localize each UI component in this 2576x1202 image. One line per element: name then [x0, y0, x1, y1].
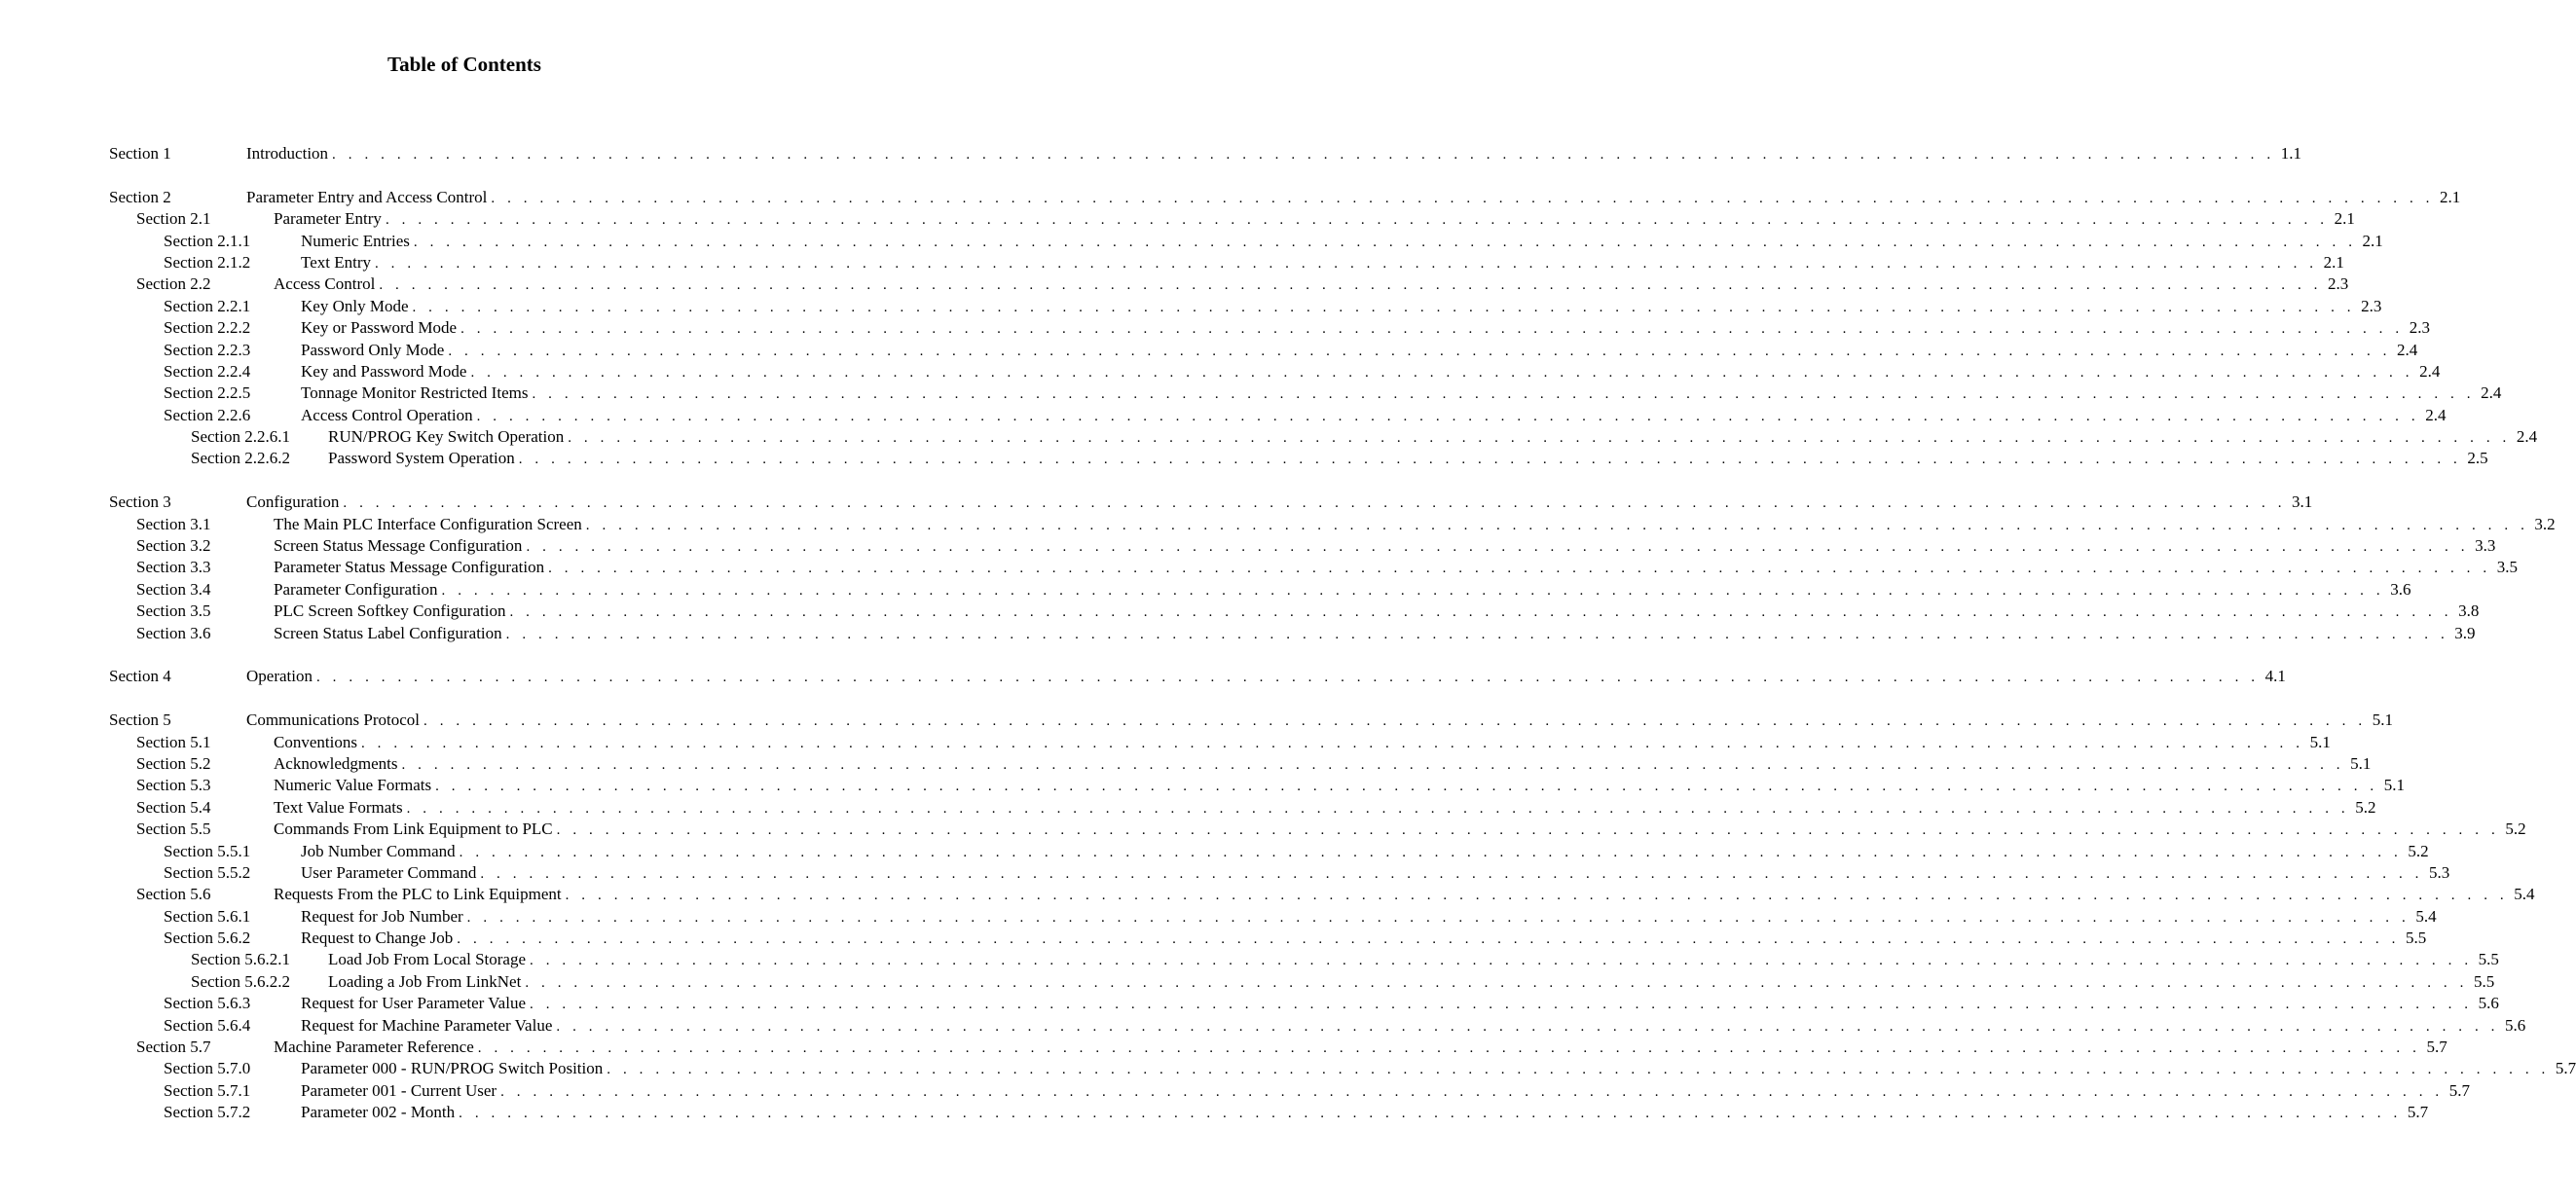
toc-entry[interactable]	[0, 557, 2518, 578]
toc-page-number: 5.2	[2355, 797, 2376, 817]
toc-section-title: Job Number Command	[301, 841, 456, 860]
dot-leader: . . . . . . . . . . . . . . . . . . . . . . . . . . . . . . . . . . . . . . . . . . . . . . . . . . . . . . . . . . . . . . . . . . . . . . . . . . . . . . . . . . . . . . . . . . . . . . . . . . . . . . . . . . . . . . . . . . . . . . . .	[315, 670, 2260, 686]
dot-leader: . . . . . . . . . . . . . . . . . . . . . . . . . . . . . . . . . . . . . . . . . . . . . . . . . . . . . . . . . . . . . . . . . . . . . . . . . . . . . . . . . . . . . . . . . . . . . . . . . . . . . . . . . . . . . . . . . . . . . . . .	[459, 844, 2403, 860]
dot-leader: . . . . . . . . . . . . . . . . . . . . . . . . . . . . . . . . . . . . . . . . . . . . . . . . . . . . . . . . . . . . . . . . . . . . . . . . . . . . . . . . . . . . . . . . . . . . . . . . . . . . . . . . . . . . . . . . . . . . . . . .	[556, 822, 2500, 839]
toc-entry[interactable]	[0, 426, 2538, 448]
toc-page-number: 2.1	[2334, 209, 2355, 229]
toc-section-number: Section 2.2.1	[164, 296, 251, 315]
toc-page-number: 2.4	[2481, 383, 2502, 403]
toc-page-number: 5.1	[2309, 732, 2331, 751]
toc-section-number: Section 5.6.3	[164, 994, 251, 1013]
toc-entry[interactable]	[0, 971, 2495, 993]
toc-section-title: Screen Status Message Configuration	[274, 536, 523, 556]
toc-section-number: Section 5.6.1	[164, 906, 251, 926]
toc-page-number: 5.5	[2473, 971, 2495, 991]
toc-section-number: Section 5.7.2	[164, 1103, 251, 1122]
dot-leader: . . . . . . . . . . . . . . . . . . . . . . . . . . . . . . . . . . . . . . . . . . . . . . . . . . . . . . . . . . . . . . . . . . . . . . . . . . . . . . . . . . . . . . . . . . . . . . . . . . . . . . . . . . . . . . . . . . . . . . . .	[526, 539, 2470, 556]
toc-section-title: Key Only Mode	[301, 296, 409, 315]
toc-entry[interactable]	[0, 841, 2429, 862]
toc-section-title: Key and Password Mode	[301, 361, 467, 381]
toc-entry[interactable]	[0, 906, 2437, 928]
toc-entry[interactable]	[0, 492, 2313, 513]
dot-leader: . . . . . . . . . . . . . . . . . . . . . . . . . . . . . . . . . . . . . . . . . . . . . . . . . . . . . . . . . . . . . . . . . . . . . . . . . . . . . . . . . . . . . . . . . . . . . . . . . . . . . . . . . . . . . . . . . . . . . . . .	[525, 974, 2468, 991]
toc-entry[interactable]	[0, 993, 2499, 1014]
toc-section-title: Configuration	[246, 492, 340, 512]
toc-page-number: 5.4	[2415, 906, 2437, 926]
toc-section-number: Section 5.5	[136, 820, 211, 839]
dot-leader: . . . . . . . . . . . . . . . . . . . . . . . . . . . . . . . . . . . . . . . . . . . . . . . . . . . . . . . . . . . . . . . . . . . . . . . . . . . . . . . . . . . . . . . . . . . . . . . . . . . . . . . . . . . . . . . . . . . . . . . .	[466, 909, 2410, 926]
toc-section-number: Section 3.5	[136, 601, 211, 621]
toc-page-number: 5.2	[2408, 841, 2429, 860]
toc-page-number: 2.4	[2397, 340, 2418, 359]
toc-section-title: Parameter Entry and Access Control	[246, 187, 488, 206]
toc-section-number: Section 3.2	[136, 536, 211, 556]
toc-page-number: 2.1	[2440, 187, 2461, 206]
dot-leader: . . . . . . . . . . . . . . . . . . . . . . . . . . . . . . . . . . . . . . . . . . . . . . . . . . . . . . . . . . . . . . . . . . . . . . . . . . . . . . . . . . . . . . . . . . . . . . . . . . . . . . . . . . . . . . . . . . . . . . . .	[491, 190, 2435, 206]
toc-section-number: Section 5.5.1	[164, 841, 251, 860]
toc-section-title: Communications Protocol	[246, 710, 421, 730]
toc-section-title: Numeric Entries	[301, 231, 410, 250]
toc-section-title: User Parameter Command	[301, 862, 477, 882]
toc-section-title: Password System Operation	[328, 449, 515, 468]
toc-entry[interactable]	[0, 797, 2376, 819]
dot-leader: . . . . . . . . . . . . . . . . . . . . . . . . . . . . . . . . . . . . . . . . . . . . . . . . . . . . . . . . . . . . . . . . . . . . . . . . . . . . . . . . . . . . . . . . . . . . . . . . . . . . . . . . . . . . . . . . . . . . . . . .	[457, 931, 2400, 948]
dot-leader: . . . . . . . . . . . . . . . . . . . . . . . . . . . . . . . . . . . . . . . . . . . . . . . . . . . . . . . . . . . . . . . . . . . . . . . . . . . . . . . . . . . . . . . . . . . . . . . . . . . . . . . . . . . . . . . . . . . . . . . .	[607, 1062, 2550, 1078]
toc-entry[interactable]	[0, 340, 2418, 361]
toc-section-title: Key or Password Mode	[301, 318, 458, 338]
dot-leader: . . . . . . . . . . . . . . . . . . . . . . . . . . . . . . . . . . . . . . . . . . . . . . . . . . . . . . . . . . . . . . . . . . . . . . . . . . . . . . . . . . . . . . . . . . . . . . . . . . . . . . . . . . . . . . . . . . . . . . . .	[441, 582, 2385, 599]
toc-page-number: 3.9	[2454, 623, 2476, 642]
dot-leader: . . . . . . . . . . . . . . . . . . . . . . . . . . . . . . . . . . . . . . . . . . . . . . . . . . . . . . . . . . . . . . . . . . . . . . . . . . . . . . . . . . . . . . . . . . . . . . . . . . . . . . . . . . . . . . . . . . . . . . . .	[379, 277, 2322, 294]
toc-section-number: Section 2.2.3	[164, 340, 251, 359]
toc-entry[interactable]	[0, 862, 2450, 884]
toc-page-number: 2.1	[2362, 231, 2383, 250]
toc-page-number: 5.3	[2429, 862, 2450, 882]
dot-leader: . . . . . . . . . . . . . . . . . . . . . . . . . . . . . . . . . . . . . . . . . . . . . . . . . . . . . . . . . . . . . . . . . . . . . . . . . . . . . . . . . . . . . . . . . . . . . . . . . . . . . . . . . . . . . . . . . . . . . . . .	[360, 735, 2304, 751]
dot-leader: . . . . . . . . . . . . . . . . . . . . . . . . . . . . . . . . . . . . . . . . . . . . . . . . . . . . . . . . . . . . . . . . . . . . . . . . . . . . . . . . . . . . . . . . . . . . . . . . . . . . . . . . . . . . . . . . . . . . . . . .	[459, 1106, 2402, 1122]
toc-entry[interactable]	[0, 1058, 2576, 1079]
dot-leader: . . . . . . . . . . . . . . . . . . . . . . . . . . . . . . . . . . . . . . . . . . . . . . . . . . . . . . . . . . . . . . . . . . . . . . . . . . . . . . . . . . . . . . . . . . . . . . . . . . . . . . . . . . . . . . . . . . . . . . . .	[460, 321, 2404, 338]
toc-section-number: Section 5.6.2.1	[191, 950, 290, 969]
toc-section-number: Section 5.6	[136, 885, 211, 904]
dot-leader: . . . . . . . . . . . . . . . . . . . . . . . . . . . . . . . . . . . . . . . . . . . . . . . . . . . . . . . . . . . . . . . . . . . . . . . . . . . . . . . . . . . . . . . . . . . . . . . . . . . . . . . . . . . . . . . . . . . . . . . .	[476, 408, 2420, 424]
dot-leader: . . . . . . . . . . . . . . . . . . . . . . . . . . . . . . . . . . . . . . . . . . . . . . . . . . . . . . . . . . . . . . . . . . . . . . . . . . . . . . . . . . . . . . . . . . . . . . . . . . . . . . . . . . . . . . . . . . . . . . . .	[406, 800, 2350, 817]
toc-entry[interactable]	[0, 273, 2349, 295]
toc-section-title: Load Job From Local Storage	[328, 950, 527, 969]
dot-leader: . . . . . . . . . . . . . . . . . . . . . . . . . . . . . . . . . . . . . . . . . . . . . . . . . . . . . . . . . . . . . . . . . . . . . . . . . . . . . . . . . . . . . . . . . . . . . . . . . . . . . . . . . . . . . . . . . . . . . . . .	[518, 452, 2462, 468]
toc-page-number: 1.1	[2280, 144, 2301, 163]
toc-section-number: Section 2.2.6	[164, 405, 251, 424]
toc-section-title: Access Control Operation	[301, 405, 473, 424]
toc-section-number: Section 2	[109, 187, 171, 206]
toc-entry[interactable]	[0, 296, 2382, 317]
toc-section-title: Introduction	[246, 144, 329, 163]
dot-leader: . . . . . . . . . . . . . . . . . . . . . . . . . . . . . . . . . . . . . . . . . . . . . . . . . . . . . . . . . . . . . . . . . . . . . . . . . . . . . . . . . . . . . . . . . . . . . . . . . . . . . . . . . . . . . . . . . . . . . . . .	[530, 953, 2473, 969]
toc-section-number: Section 2.2.6.2	[191, 449, 290, 468]
toc-page-number: 2.3	[2409, 318, 2430, 338]
toc-entry[interactable]	[0, 623, 2476, 644]
toc-entry[interactable]	[0, 382, 2502, 404]
toc-page-number: 5.6	[2505, 1015, 2526, 1035]
toc-page-number: 5.7	[2448, 1080, 2471, 1100]
toc-section-number: Section 5.3	[136, 776, 211, 795]
dot-leader: . . . . . . . . . . . . . . . . . . . . . . . . . . . . . . . . . . . . . . . . . . . . . . . . . . . . . . . . . . . . . . . . . . . . . . . . . . . . . . . . . . . . . . . . . . . . . . . . . . . . . . . . . . . . . . . . . . . . . . . .	[412, 299, 2356, 315]
toc-entry[interactable]	[0, 775, 2406, 796]
toc-entry[interactable]	[0, 1015, 2526, 1037]
toc-entry[interactable]	[0, 405, 2447, 426]
toc-section-title: Access Control	[274, 274, 376, 294]
dot-leader: . . . . . . . . . . . . . . . . . . . . . . . . . . . . . . . . . . . . . . . . . . . . . . . . . . . . . . . . . . . . . . . . . . . . . . . . . . . . . . . . . . . . . . . . . . . . . . . . . . . . . . . . . . . . . . . . . . . . . . . .	[435, 779, 2378, 795]
dot-leader: . . . . . . . . . . . . . . . . . . . . . . . . . . . . . . . . . . . . . . . . . . . . . . . . . . . . . . . . . . . . . . . . . . . . . . . . . . . . . . . . . . . . . . . . . . . . . . . . . . . . . . . . . . . . . . . . . . . . . . . .	[343, 495, 2287, 512]
toc-section-title: Acknowledgments	[274, 753, 398, 773]
toc-section-title: Parameter Status Message Configuration	[274, 558, 545, 577]
toc-section-title: Numeric Value Formats	[274, 776, 432, 795]
toc-section-number: Section 5.5.2	[164, 862, 251, 882]
toc-section-title: Password Only Mode	[301, 340, 445, 359]
toc-page-number: 5.1	[2372, 710, 2393, 730]
toc-section-title: Screen Status Label Configuration	[274, 623, 502, 642]
toc-section-number: Section 5.7.0	[164, 1059, 251, 1078]
toc-section-number: Section 3.1	[136, 514, 211, 533]
toc-entry[interactable]	[0, 143, 2301, 164]
toc-page-number: 5.7	[2407, 1103, 2429, 1122]
toc-page-number: 3.2	[2534, 514, 2556, 533]
toc-section-number: Section 5.4	[136, 797, 211, 817]
toc-section-title: Commands From Link Equipment to PLC	[274, 820, 553, 839]
toc-section-title: PLC Screen Softkey Configuration	[274, 601, 506, 621]
toc-page-number: 3.6	[2390, 579, 2411, 599]
toc-section-title: Parameter 001 - Current User	[301, 1080, 497, 1100]
toc-page-number: 5.7	[2555, 1059, 2576, 1078]
toc-section-number: Section 5.7	[136, 1038, 211, 1057]
toc-entry[interactable]	[0, 732, 2331, 753]
toc-section-title: Request to Change Job	[301, 929, 454, 948]
toc-section-number: Section 1	[109, 144, 171, 163]
toc-page-number: 5.5	[2405, 929, 2427, 948]
dot-leader: . . . . . . . . . . . . . . . . . . . . . . . . . . . . . . . . . . . . . . . . . . . . . . . . . . . . . . . . . . . . . . . . . . . . . . . . . . . . . . . . . . . . . . . . . . . . . . . . . . . . . . . . . . . . . . . . . . . . . . . .	[374, 255, 2318, 272]
toc-page-number: 2.4	[2425, 405, 2447, 424]
toc-section-number: Section 5.7.1	[164, 1080, 251, 1100]
toc-section-number: Section 4	[109, 667, 171, 686]
toc-section-number: Section 2.1.2	[164, 252, 251, 272]
toc-section-number: Section 2.2.4	[164, 361, 251, 381]
toc-entry[interactable]	[0, 949, 2499, 970]
toc-section-title: Parameter Entry	[274, 209, 382, 229]
toc-section-number: Section 5.6.2.2	[191, 971, 290, 991]
toc-entry[interactable]	[0, 884, 2535, 905]
toc-page-number: 3.8	[2458, 601, 2480, 621]
toc-section-title: Parameter 002 - Month	[301, 1103, 456, 1122]
dot-leader: . . . . . . . . . . . . . . . . . . . . . . . . . . . . . . . . . . . . . . . . . . . . . . . . . . . . . . . . . . . . . . . . . . . . . . . . . . . . . . . . . . . . . . . . . . . . . . . . . . . . . . . . . . . . . . . . . . . . . . . .	[385, 212, 2329, 229]
toc-section-title: Tonnage Monitor Restricted Items	[301, 383, 529, 403]
toc-section-title: Request for Job Number	[301, 906, 463, 926]
toc-section-title: The Main PLC Interface Configuration Screen	[274, 514, 582, 533]
toc-entry[interactable]	[0, 535, 2496, 557]
toc-section-number: Section 5.6.2	[164, 929, 251, 948]
toc-page-number: 5.4	[2514, 885, 2535, 904]
toc-page-number: 2.3	[2361, 296, 2382, 315]
toc-section-title: Text Value Formats	[274, 797, 403, 817]
toc-entry[interactable]	[0, 1102, 2429, 1123]
toc-page-number: 2.5	[2467, 449, 2488, 468]
toc-section-number: Section 2.2.2	[164, 318, 251, 338]
toc-page-number: 5.7	[2426, 1038, 2447, 1057]
toc-section-title: Text Entry	[301, 252, 371, 272]
toc-entry[interactable]	[0, 601, 2480, 622]
toc-section-title: Request for User Parameter Value	[301, 994, 526, 1013]
toc-section-number: Section 5.6.4	[164, 1015, 251, 1035]
toc-entry[interactable]	[0, 819, 2526, 840]
toc-section-title: Requests From the PLC to Link Equipment	[274, 885, 562, 904]
toc-entry[interactable]	[0, 208, 2355, 230]
toc-section-title: Request for Machine Parameter Value	[301, 1015, 553, 1035]
table-of-contents	[0, 143, 2576, 1124]
toc-section-title: RUN/PROG Key Switch Operation	[328, 427, 565, 447]
toc-section-title: Conventions	[274, 732, 357, 751]
dot-leader: . . . . . . . . . . . . . . . . . . . . . . . . . . . . . . . . . . . . . . . . . . . . . . . . . . . . . . . . . . . . . . . . . . . . . . . . . . . . . . . . . . . . . . . . . . . . . . . . . . . . . . . . . . . . . . . . . . . . . . . .	[477, 1040, 2421, 1057]
dot-leader: . . . . . . . . . . . . . . . . . . . . . . . . . . . . . . . . . . . . . . . . . . . . . . . . . . . . . . . . . . . . . . . . . . . . . . . . . . . . . . . . . . . . . . . . . . . . . . . . . . . . . . . . . . . . . . . . . . . . . . . .	[401, 756, 2345, 773]
toc-page-number: 3.3	[2475, 536, 2496, 556]
dot-leader: . . . . . . . . . . . . . . . . . . . . . . . . . . . . . . . . . . . . . . . . . . . . . . . . . . . . . . . . . . . . . . . . . . . . . . . . . . . . . . . . . . . . . . . . . . . . . . . . . . . . . . . . . . . . . . . . . . . . . . . .	[413, 234, 2357, 250]
toc-section-number: Section 2.2	[136, 274, 211, 294]
toc-entry[interactable]	[0, 252, 2344, 273]
toc-page-number: 5.1	[2383, 776, 2406, 795]
dot-leader: . . . . . . . . . . . . . . . . . . . . . . . . . . . . . . . . . . . . . . . . . . . . . . . . . . . . . . . . . . . . . . . . . . . . . . . . . . . . . . . . . . . . . . . . . . . . . . . . . . . . . . . . . . . . . . . . . . . . . . . .	[532, 386, 2476, 403]
toc-page-number: 2.4	[2419, 361, 2441, 381]
toc-page-number: 5.1	[2350, 753, 2372, 773]
dot-leader: . . . . . . . . . . . . . . . . . . . . . . . . . . . . . . . . . . . . . . . . . . . . . . . . . . . . . . . . . . . . . . . . . . . . . . . . . . . . . . . . . . . . . . . . . . . . . . . . . . . . . . . . . . . . . . . . . . . . . . . .	[530, 997, 2473, 1013]
dot-leader: . . . . . . . . . . . . . . . . . . . . . . . . . . . . . . . . . . . . . . . . . . . . . . . . . . . . . . . . . . . . . . . . . . . . . . . . . . . . . . . . . . . . . . . . . . . . . . . . . . . . . . . . . . . . . . . . . . . . . . . .	[448, 343, 2391, 359]
toc-page-number: 4.1	[2264, 667, 2286, 686]
toc-entry[interactable]	[0, 1037, 2447, 1058]
toc-entry[interactable]	[0, 514, 2556, 535]
toc-entry[interactable]	[0, 666, 2286, 687]
toc-entry[interactable]	[0, 448, 2488, 469]
toc-entry[interactable]	[0, 317, 2430, 339]
toc-section-number: Section 2.2.6.1	[191, 427, 290, 447]
dot-leader: . . . . . . . . . . . . . . . . . . . . . . . . . . . . . . . . . . . . . . . . . . . . . . . . . . . . . . . . . . . . . . . . . . . . . . . . . . . . . . . . . . . . . . . . . . . . . . . . . . . . . . . . . . . . . . . . . . . . . . . .	[505, 626, 2449, 642]
toc-section-number: Section 3	[109, 492, 171, 512]
toc-entry[interactable]	[0, 231, 2383, 252]
dot-leader: . . . . . . . . . . . . . . . . . . . . . . . . . . . . . . . . . . . . . . . . . . . . . . . . . . . . . . . . . . . . . . . . . . . . . . . . . . . . . . . . . . . . . . . . . . . . . . . . . . . . . . . . . . . . . . . . . . . . . . . .	[480, 865, 2423, 882]
toc-section-number: Section 3.4	[136, 579, 211, 599]
toc-page-number: 5.5	[2478, 950, 2499, 969]
toc-entry[interactable]	[0, 1080, 2471, 1102]
toc-section-title: Operation	[246, 667, 313, 686]
toc-section-number: Section 5	[109, 710, 171, 730]
toc-page-number: 3.5	[2496, 558, 2518, 577]
toc-section-number: Section 2.1	[136, 209, 211, 229]
toc-section-number: Section 2.2.5	[164, 383, 251, 403]
toc-entry[interactable]	[0, 710, 2393, 731]
toc-entry[interactable]	[0, 361, 2441, 382]
dot-leader: . . . . . . . . . . . . . . . . . . . . . . . . . . . . . . . . . . . . . . . . . . . . . . . . . . . . . . . . . . . . . . . . . . . . . . . . . . . . . . . . . . . . . . . . . . . . . . . . . . . . . . . . . . . . . . . . . . . . . . . .	[509, 604, 2453, 621]
toc-entry[interactable]	[0, 579, 2411, 601]
toc-section-title: Loading a Job From LinkNet	[328, 971, 522, 991]
toc-page-number: 3.1	[2292, 492, 2313, 512]
toc-section-number: Section 5.1	[136, 732, 211, 751]
dot-leader: . . . . . . . . . . . . . . . . . . . . . . . . . . . . . . . . . . . . . . . . . . . . . . . . . . . . . . . . . . . . . . . . . . . . . . . . . . . . . . . . . . . . . . . . . . . . . . . . . . . . . . . . . . . . . . . . . . . . . . . .	[548, 561, 2491, 577]
toc-section-title: Machine Parameter Reference	[274, 1038, 474, 1057]
dot-leader: . . . . . . . . . . . . . . . . . . . . . . . . . . . . . . . . . . . . . . . . . . . . . . . . . . . . . . . . . . . . . . . . . . . . . . . . . . . . . . . . . . . . . . . . . . . . . . . . . . . . . . . . . . . . . . . . . . . . . . . .	[500, 1083, 2444, 1100]
dot-leader: . . . . . . . . . . . . . . . . . . . . . . . . . . . . . . . . . . . . . . . . . . . . . . . . . . . . . . . . . . . . . . . . . . . . . . . . . . . . . . . . . . . . . . . . . . . . . . . . . . . . . . . . . . . . . . . . . . . . . . . .	[423, 713, 2367, 730]
toc-entry[interactable]	[0, 928, 2427, 949]
toc-page-number: 5.6	[2478, 994, 2499, 1013]
toc-section-title: Parameter 000 - RUN/PROG Switch Position	[301, 1059, 604, 1078]
toc-page-number: 2.3	[2328, 274, 2349, 294]
toc-section-number: Section 3.6	[136, 623, 211, 642]
toc-section-number: Section 3.3	[136, 558, 211, 577]
toc-entry[interactable]	[0, 753, 2372, 775]
dot-leader: . . . . . . . . . . . . . . . . . . . . . . . . . . . . . . . . . . . . . . . . . . . . . . . . . . . . . . . . . . . . . . . . . . . . . . . . . . . . . . . . . . . . . . . . . . . . . . . . . . . . . . . . . . . . . . . . . . . . . . . .	[556, 1018, 2500, 1035]
dot-leader: . . . . . . . . . . . . . . . . . . . . . . . . . . . . . . . . . . . . . . . . . . . . . . . . . . . . . . . . . . . . . . . . . . . . . . . . . . . . . . . . . . . . . . . . . . . . . . . . . . . . . . . . . . . . . . . . . . . . . . . .	[585, 517, 2529, 533]
toc-section-number: Section 5.2	[136, 753, 211, 773]
toc-section-title: Parameter Configuration	[274, 579, 438, 599]
dot-leader: . . . . . . . . . . . . . . . . . . . . . . . . . . . . . . . . . . . . . . . . . . . . . . . . . . . . . . . . . . . . . . . . . . . . . . . . . . . . . . . . . . . . . . . . . . . . . . . . . . . . . . . . . . . . . . . . . . . . . . . .	[470, 364, 2414, 381]
dot-leader: . . . . . . . . . . . . . . . . . . . . . . . . . . . . . . . . . . . . . . . . . . . . . . . . . . . . . . . . . . . . . . . . . . . . . . . . . . . . . . . . . . . . . . . . . . . . . . . . . . . . . . . . . . . . . . . . . . . . . . . .	[568, 430, 2511, 447]
page-title: Table of Contents	[387, 53, 541, 76]
dot-leader: . . . . . . . . . . . . . . . . . . . . . . . . . . . . . . . . . . . . . . . . . . . . . . . . . . . . . . . . . . . . . . . . . . . . . . . . . . . . . . . . . . . . . . . . . . . . . . . . . . . . . . . . . . . . . . . . . . . . . . . .	[332, 147, 2275, 163]
toc-entry[interactable]	[0, 187, 2461, 208]
dot-leader: . . . . . . . . . . . . . . . . . . . . . . . . . . . . . . . . . . . . . . . . . . . . . . . . . . . . . . . . . . . . . . . . . . . . . . . . . . . . . . . . . . . . . . . . . . . . . . . . . . . . . . . . . . . . . . . . . . . . . . . .	[565, 888, 2509, 904]
toc-page-number: 2.4	[2516, 427, 2538, 447]
toc-page-number: 2.1	[2323, 252, 2344, 272]
toc-page-number: 5.2	[2505, 820, 2526, 839]
toc-section-number: Section 2.1.1	[164, 231, 251, 250]
